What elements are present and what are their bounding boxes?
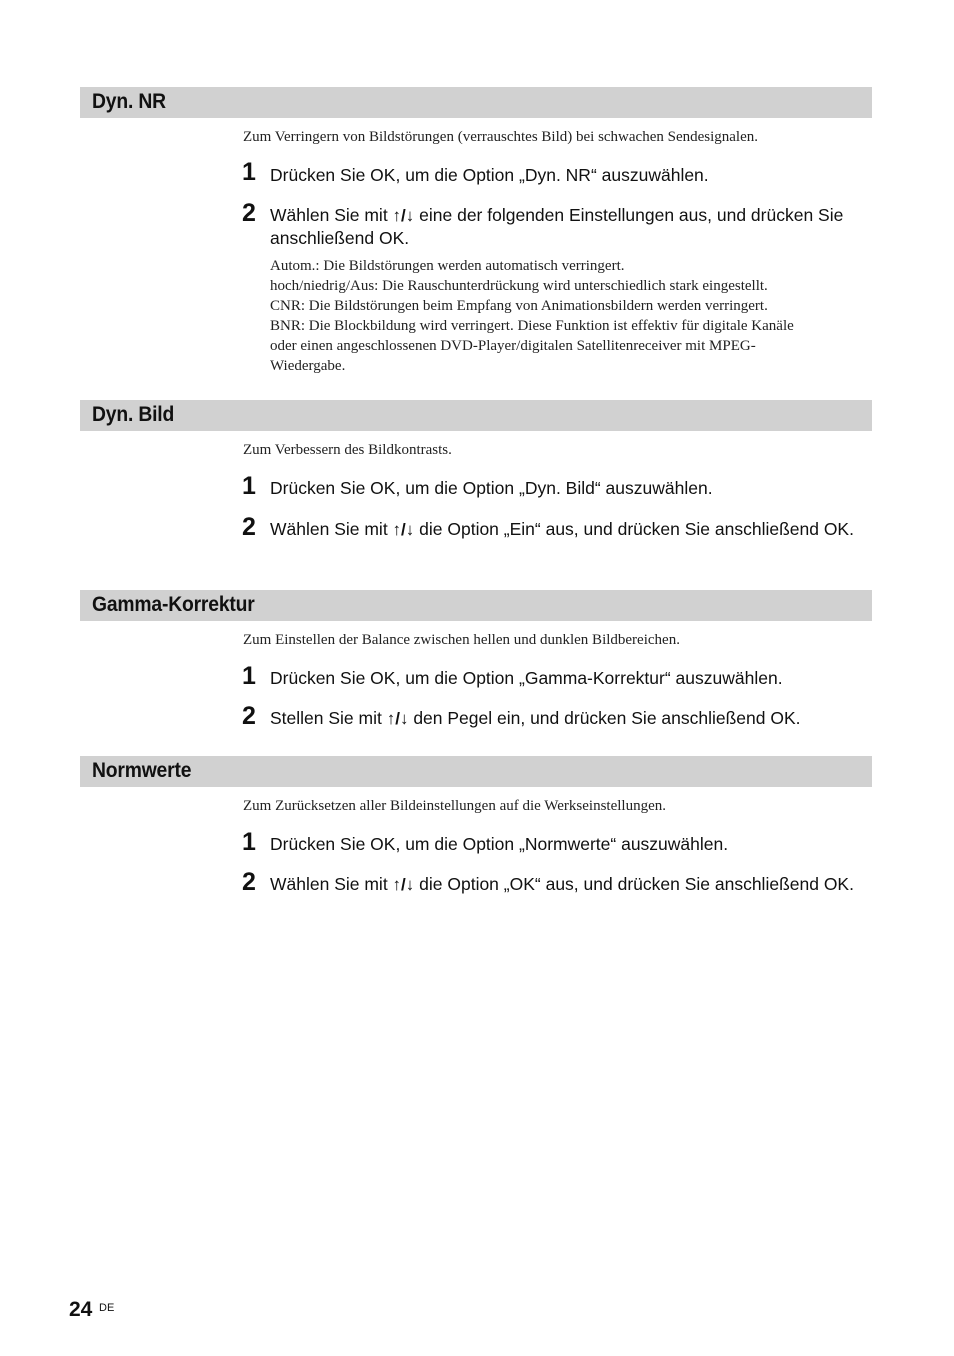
- step-number: 2: [242, 199, 256, 227]
- note-line: oder einen angeschlossenen DVD-Player/digitalen Satellitenreceiver mit MPEG-: [270, 338, 756, 354]
- step-text-part: den Pegel ein, und drücken Sie anschließend OK.: [408, 708, 801, 728]
- step-text-part: Wählen Sie mit: [270, 205, 393, 225]
- step-text-part: eine der folgenden Einstellungen aus, und drücken Sie anschließend OK.: [270, 205, 844, 248]
- section-header-bar: [80, 400, 872, 431]
- step-number: 1: [242, 158, 256, 186]
- step-number: 1: [242, 828, 256, 856]
- step-text-part: Drücken Sie OK, um die Option „Gamma-Korrektur“ auszuwählen.: [270, 668, 783, 688]
- step-text: [270, 833, 872, 856]
- section-title: Dyn. NR: [92, 90, 166, 113]
- step-number: 1: [242, 662, 256, 690]
- step-number: 2: [242, 702, 256, 730]
- step-text: [270, 518, 872, 541]
- section-title: Gamma-Korrektur: [92, 593, 255, 616]
- page-number: 24: [69, 1298, 93, 1321]
- step-text-part: die Option „Ein“ aus, und drücken Sie anschließend OK.: [414, 519, 854, 539]
- section-intro: Zum Zurücksetzen aller Bildeinstellungen auf die Werkseinstellungen.: [243, 798, 666, 814]
- section-title: Normwerte: [92, 759, 192, 782]
- step-number: 2: [242, 513, 256, 541]
- up-down-arrow-icon: ↑/↓: [392, 520, 415, 539]
- step-text-part: Stellen Sie mit: [270, 708, 387, 728]
- section-title: Dyn. Bild: [92, 403, 175, 426]
- up-down-arrow-icon: ↑/↓: [392, 875, 415, 894]
- step-text: [270, 707, 872, 730]
- up-down-arrow-icon: ↑/↓: [392, 206, 415, 225]
- note-line: Autom.: Die Bildstörungen werden automatisch verringert.: [270, 258, 625, 274]
- step-text: [270, 477, 872, 500]
- note-line: Wiedergabe.: [270, 358, 346, 374]
- section-intro: Zum Verbessern des Bildkontrasts.: [243, 442, 452, 458]
- step-text-part: Drücken Sie OK, um die Option „Normwerte“ auszuwählen.: [270, 834, 729, 854]
- step-text-part: Drücken Sie OK, um die Option „Dyn. NR“ auszuwählen.: [270, 165, 709, 185]
- step-number: 2: [242, 868, 256, 896]
- step-text-part: die Option „OK“ aus, und drücken Sie anschließend OK.: [414, 874, 854, 894]
- step-text: [270, 164, 872, 187]
- step-text-part: Wählen Sie mit: [270, 874, 393, 894]
- section-header-bar: [80, 756, 872, 787]
- option-notes: [270, 256, 874, 376]
- step-text: [270, 667, 872, 690]
- step-number: 1: [242, 472, 256, 500]
- page-language-code: DE: [99, 1302, 115, 1314]
- note-line: hoch/niedrig/Aus: Die Rauschunterdrückung wird unterschiedlich stark eingestellt.: [270, 278, 768, 294]
- step-text-part: Wählen Sie mit: [270, 519, 393, 539]
- up-down-arrow-icon: ↑/↓: [386, 709, 409, 728]
- step-text: [270, 204, 872, 250]
- section-intro: Zum Einstellen der Balance zwischen hellen und dunklen Bildbereichen.: [243, 632, 680, 648]
- section-intro: Zum Verringern von Bildstörungen (verrauschtes Bild) bei schwachen Sendesignalen.: [243, 129, 759, 145]
- step-text-part: Drücken Sie OK, um die Option „Dyn. Bild“ auszuwählen.: [270, 478, 713, 498]
- section-header-bar: [80, 87, 872, 118]
- note-line: CNR: Die Bildstörungen beim Empfang von Animationsbildern werden verringert.: [270, 298, 768, 314]
- note-line: BNR: Die Blockbildung wird verringert. Diese Funktion ist effektiv für digitale Kanäle: [270, 318, 794, 334]
- section-header-bar: [80, 590, 872, 621]
- step-text: [270, 873, 872, 896]
